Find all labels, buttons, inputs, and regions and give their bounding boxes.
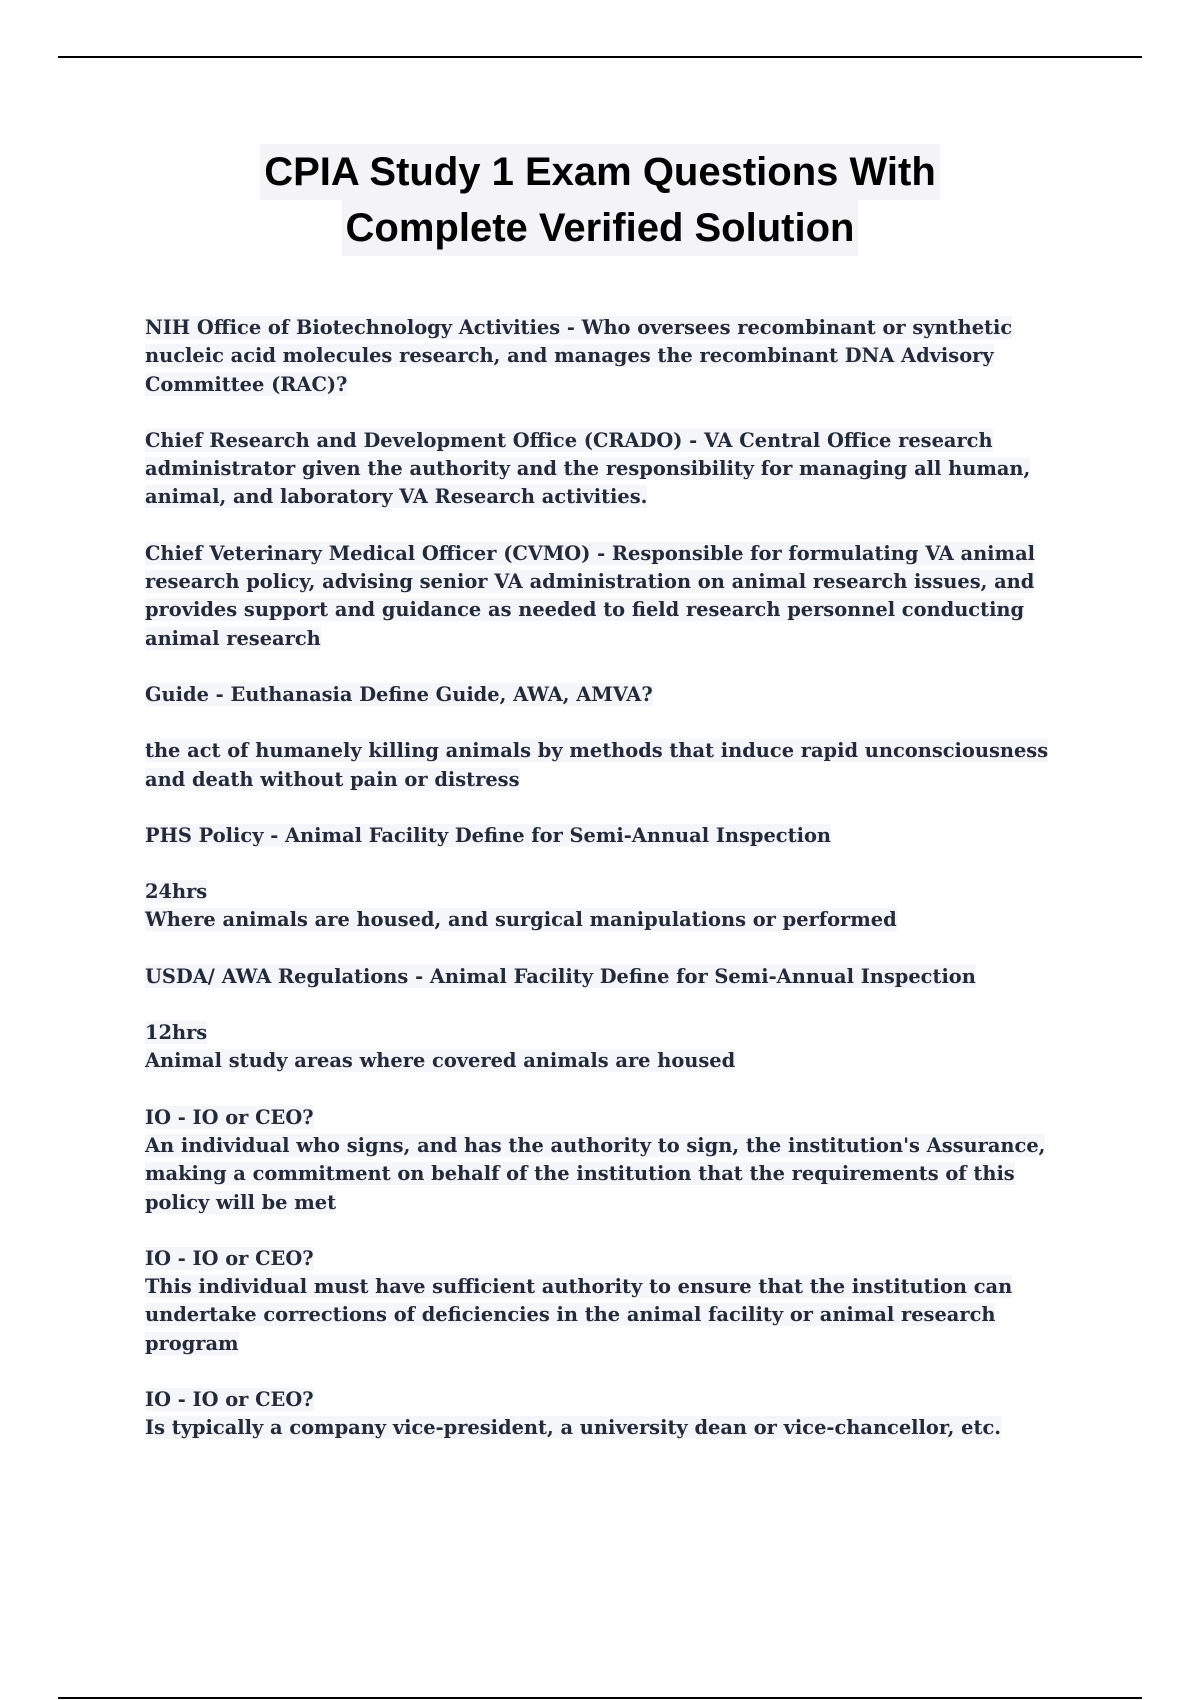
top-rule bbox=[58, 56, 1142, 58]
qa-entry bbox=[145, 681, 1065, 709]
entry-text-line bbox=[145, 1245, 1065, 1273]
entry-text: USDA/ AWA Regulations - Animal Facility Define for Semi-Annual Inspection bbox=[145, 964, 976, 988]
entry-text: and death without pain or distress bbox=[145, 767, 520, 791]
entry-text-line bbox=[145, 1189, 1065, 1217]
qa-entry bbox=[145, 737, 1065, 794]
entry-text: IO - IO or CEO? bbox=[145, 1246, 314, 1270]
entry-text: PHS Policy - Animal Facility Define for Semi-Annual Inspection bbox=[145, 823, 831, 847]
entry-text-line bbox=[145, 1273, 1065, 1301]
entry-text-line bbox=[145, 427, 1065, 455]
qa-entry bbox=[145, 427, 1065, 512]
document-title bbox=[0, 144, 1200, 256]
qa-entry bbox=[145, 822, 1065, 850]
entry-text-line bbox=[145, 737, 1065, 765]
qa-entry bbox=[145, 878, 1065, 935]
entry-text: IO - IO or CEO? bbox=[145, 1105, 314, 1129]
entry-text-line bbox=[145, 1019, 1065, 1047]
entry-text: administrator given the authority and the responsibility for managing all human, bbox=[145, 457, 1031, 481]
entry-text: nucleic acid molecules research, and manages the recombinant DNA Advisory bbox=[145, 344, 994, 368]
entry-text: animal research bbox=[145, 626, 321, 650]
entry-text-line bbox=[145, 1104, 1065, 1132]
entry-text-line bbox=[145, 963, 1065, 991]
entry-text: Committee (RAC)? bbox=[145, 372, 348, 396]
entry-text: making a commitment on behalf of the institution that the requirements of this bbox=[145, 1162, 1015, 1186]
qa-entry bbox=[145, 1019, 1065, 1076]
entry-text-line bbox=[145, 1301, 1065, 1329]
entry-text: Chief Research and Development Office (CRADO) - VA Central Office research bbox=[145, 428, 993, 452]
entry-text-line bbox=[145, 1132, 1065, 1160]
qa-entry bbox=[145, 314, 1065, 399]
entry-text-line bbox=[145, 1386, 1065, 1414]
entry-text-line bbox=[145, 1047, 1065, 1075]
entry-text-line bbox=[145, 540, 1065, 568]
entry-text: animal, and laboratory VA Research activities. bbox=[145, 485, 648, 509]
title-line-2: Complete Verified Solution bbox=[342, 200, 859, 256]
qa-entry bbox=[145, 963, 1065, 991]
title-line-1: CPIA Study 1 Exam Questions With bbox=[260, 144, 940, 200]
document-body bbox=[145, 314, 1065, 1471]
entry-text: provides support and guidance as needed to field research personnel conducting bbox=[145, 598, 1025, 622]
entry-text-line bbox=[145, 342, 1065, 370]
entry-text: Where animals are housed, and surgical manipulations or performed bbox=[145, 908, 897, 932]
entry-text: Animal study areas where covered animals are housed bbox=[145, 1049, 736, 1073]
bottom-rule bbox=[58, 1697, 1142, 1699]
entry-text-line bbox=[145, 314, 1065, 342]
entry-text: research policy, advising senior VA administration on animal research issues, and bbox=[145, 570, 1035, 594]
entry-text-line bbox=[145, 483, 1065, 511]
entry-text-line bbox=[145, 1330, 1065, 1358]
entry-text-line bbox=[145, 625, 1065, 653]
entry-text-line bbox=[145, 455, 1065, 483]
qa-entry bbox=[145, 1104, 1065, 1217]
entry-text: program bbox=[145, 1331, 239, 1355]
entry-text: the act of humanely killing animals by methods that induce rapid unconsciousness bbox=[145, 739, 1049, 763]
qa-entry bbox=[145, 1245, 1065, 1358]
entry-text-line bbox=[145, 878, 1065, 906]
entry-text-line bbox=[145, 681, 1065, 709]
entry-text: 24hrs bbox=[145, 880, 208, 904]
entry-text: This individual must have sufficient authority to ensure that the institution can bbox=[145, 1275, 1013, 1299]
entry-text: IO - IO or CEO? bbox=[145, 1388, 314, 1412]
entry-text-line bbox=[145, 596, 1065, 624]
entry-text-line bbox=[145, 906, 1065, 934]
entry-text-line bbox=[145, 1414, 1065, 1442]
qa-entry bbox=[145, 540, 1065, 653]
entry-text-line bbox=[145, 371, 1065, 399]
entry-text: An individual who signs, and has the authority to sign, the institution's Assurance, bbox=[145, 1133, 1046, 1157]
qa-entry bbox=[145, 1386, 1065, 1443]
entry-text: policy will be met bbox=[145, 1190, 337, 1214]
entry-text: Is typically a company vice-president, a university dean or vice-chancellor, etc. bbox=[145, 1416, 1002, 1440]
entry-text-line bbox=[145, 822, 1065, 850]
entry-text-line bbox=[145, 766, 1065, 794]
entry-text: undertake corrections of deficiencies in the animal facility or animal research bbox=[145, 1303, 996, 1327]
entry-text-line bbox=[145, 568, 1065, 596]
entry-text: NIH Office of Biotechnology Activities - Who oversees recombinant or synthetic bbox=[145, 316, 1013, 339]
entry-text: Chief Veterinary Medical Officer (CVMO) - Responsible for formulating VA animal bbox=[145, 541, 1035, 565]
entry-text-line bbox=[145, 1160, 1065, 1188]
entry-text: 12hrs bbox=[145, 1021, 208, 1045]
entry-text: Guide - Euthanasia Define Guide, AWA, AMVA? bbox=[145, 682, 653, 706]
